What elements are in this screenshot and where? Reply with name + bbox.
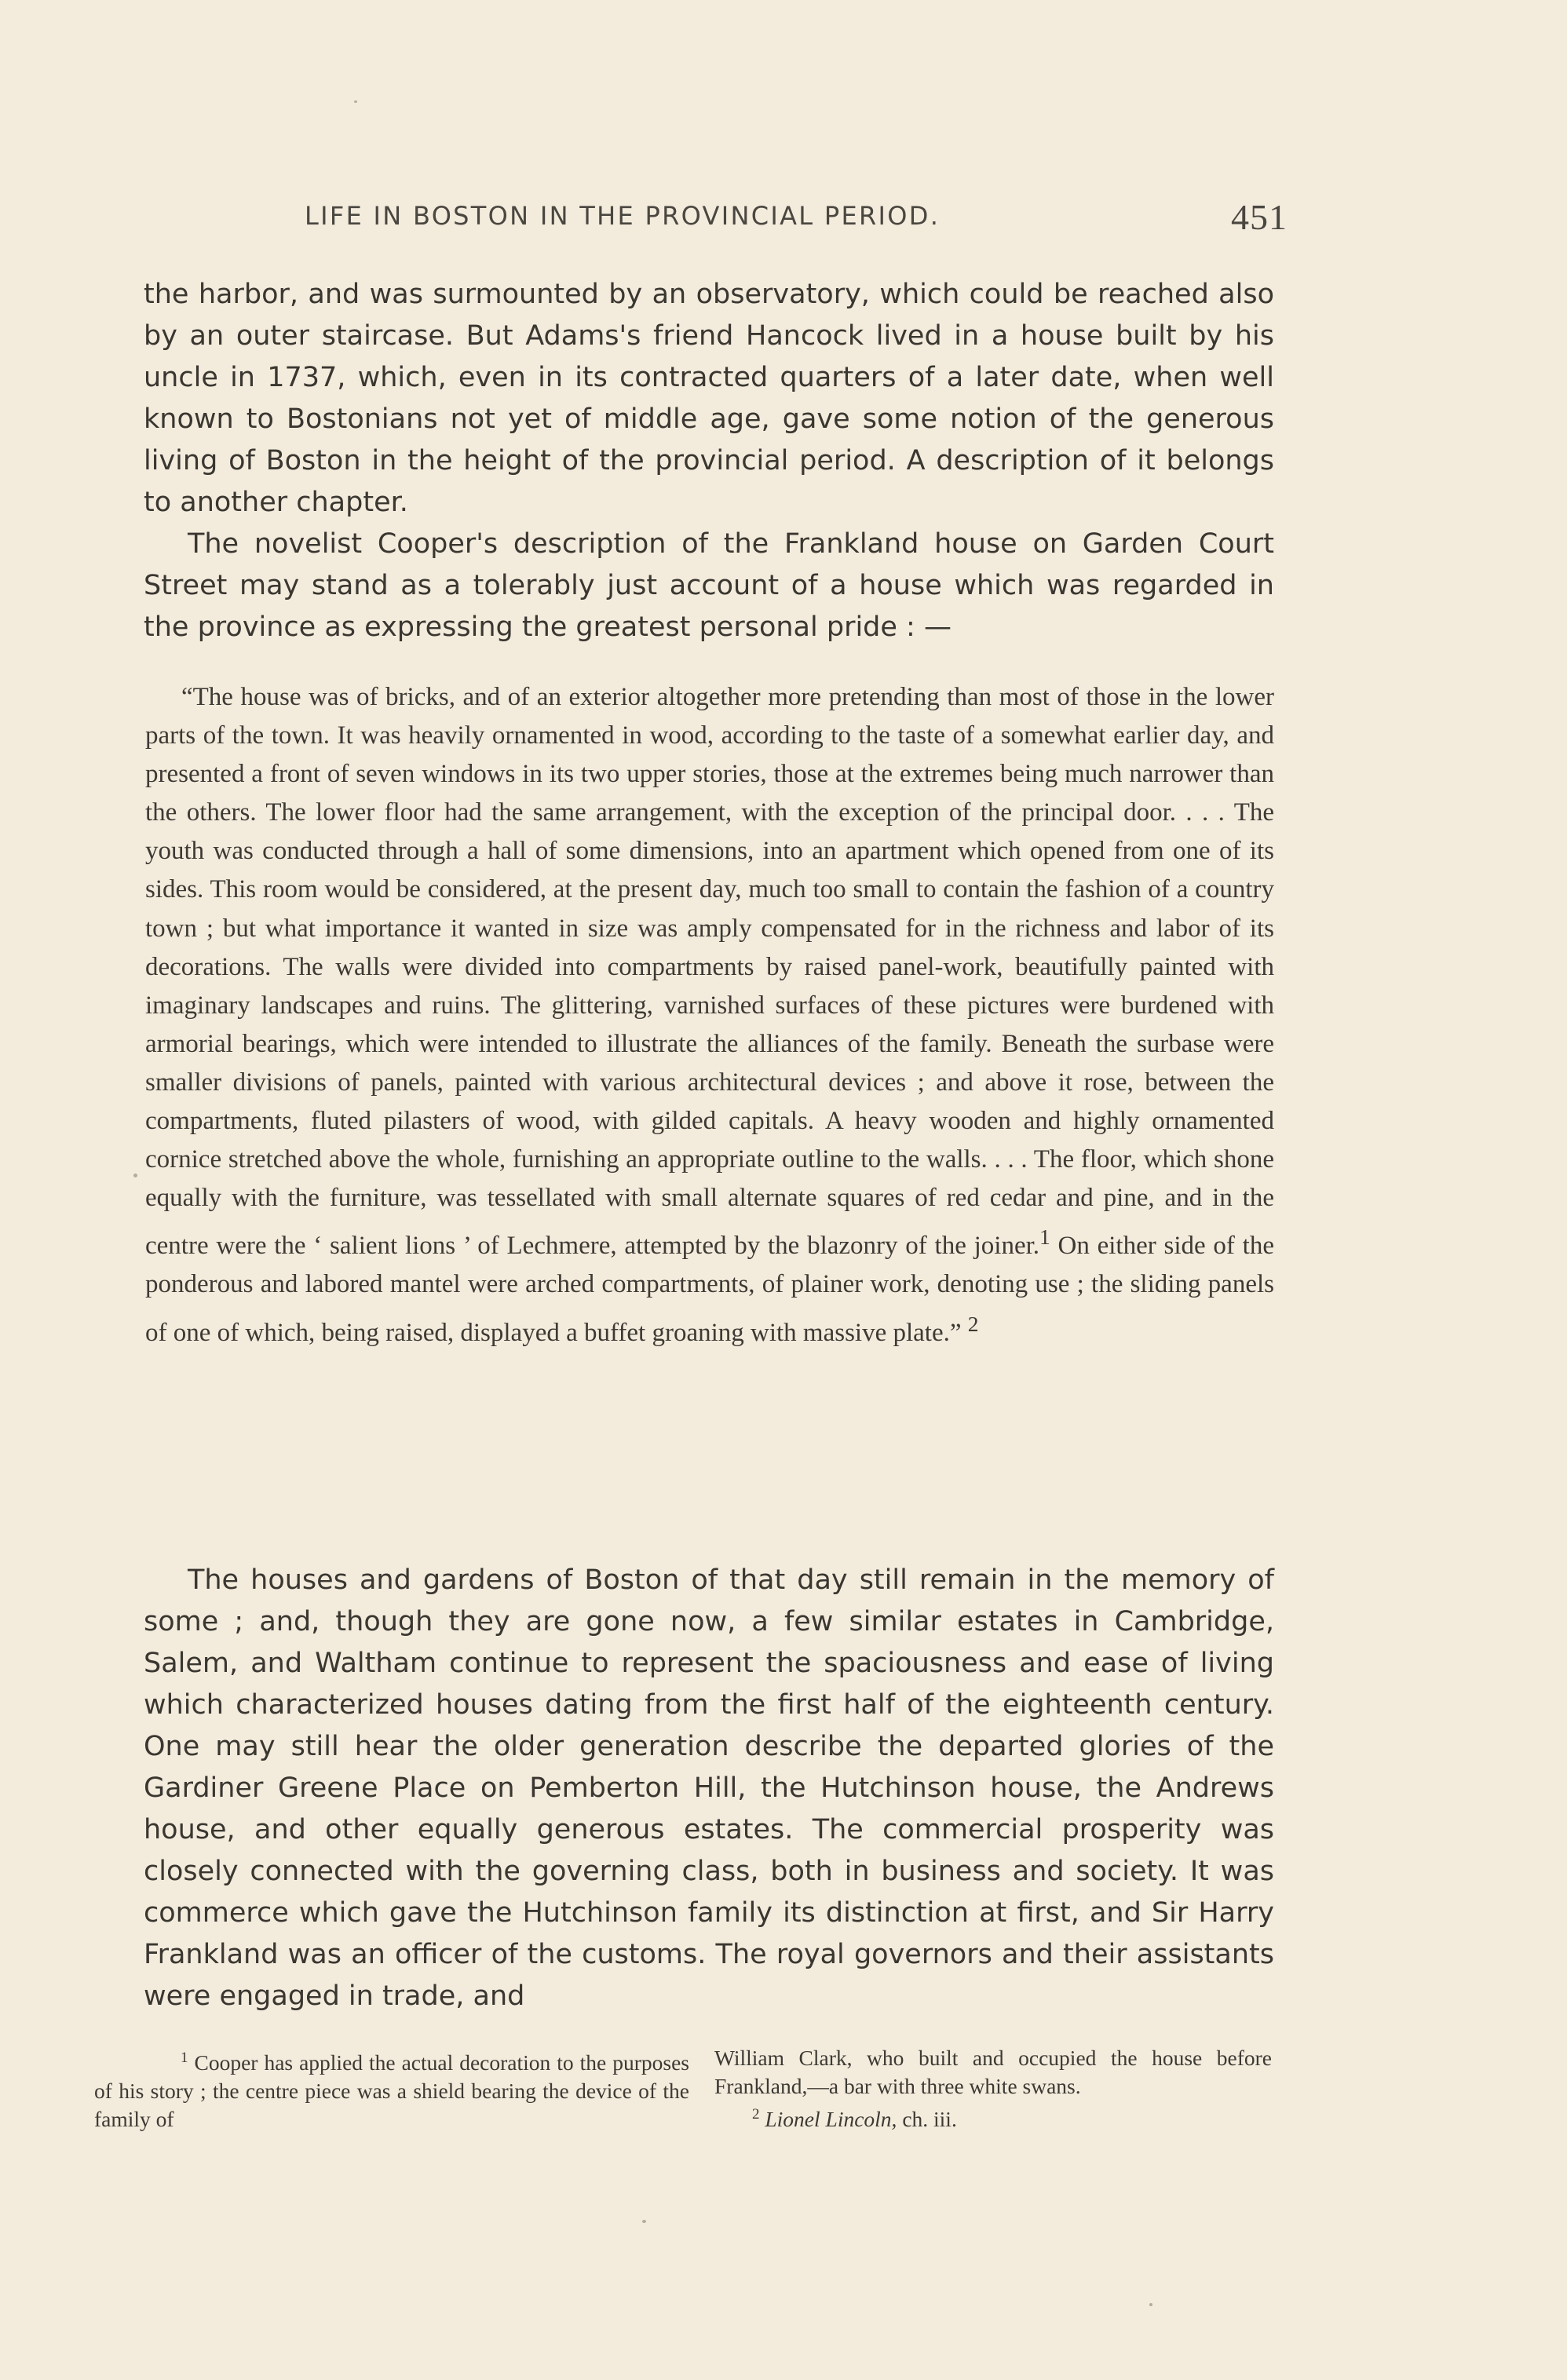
- footnote-ref-1: 1: [1039, 1225, 1050, 1250]
- paper-speck: [642, 2220, 646, 2223]
- footnote-2: [714, 2101, 1272, 2134]
- running-head: [305, 197, 1288, 239]
- footnote-ref-2: 2: [967, 1311, 979, 1336]
- footnote-1-marker: 1: [181, 2050, 188, 2066]
- body-paragraph-2: The novelist Cooper's description of the Frankland house on Garden Court Street may stand as a tolerably just account of a house which was regarded in the province as expressing the greatest personal pride : —: [144, 528, 1274, 643]
- footnote-1-continued: William Clark, who built and occupied the house before Frankland,—a bar with three white swans.: [714, 2046, 1272, 2098]
- quote-text: “The house was of bricks, and of an exterior altogether more pretending than most of those in the lower parts of the town. It was heavily ornamented in wood, according to the taste of a somewhat earlier day, and presented a front of seven windows in its two upper stories, those at the extremes being much narrower than the others. The lower floor had the same arrangement, with the exception of the principal door. . . . The youth was conducted through a hall of some dimensions, into an apartment which opened from one of its sides. This room would be considered, at the present day, much too small to contain the fashion of a country town ; but what importance it wanted in size was amply compensated for in the richness and labor of its decorations. The walls were divided into compartments by raised panel-work, beautifully painted with imaginary landscapes and ruins. The glittering, varnished surfaces of these pictures were burdened with armorial bearings, which were intended to illustrate the alliances of the family. Beneath the surbase were smaller divisions of panels, painted with various architectural devices ; and above it rose, between the compartments, fluted pilasters of wood, with gilded capitals. A heavy wooden and highly ornamented cornice stretched above the whole, furnishing an appropriate outline to the walls. . . . The floor, which shone equally with the furniture, was tessellated with small alternate squares of red cedar and pine, and in the centre were the ‘ salient lions ’ of Lechmere, attempted by the blazonry of the joiner.: [145, 683, 1274, 1261]
- footnotes-left-column: [94, 2044, 689, 2134]
- footnotes-right-column: [714, 2044, 1272, 2134]
- paper-speck: [133, 1174, 137, 1177]
- footnote-2-marker: 2: [752, 2106, 760, 2123]
- page-number: 451: [1231, 197, 1288, 237]
- paper-speck: [354, 100, 357, 103]
- running-title: LIFE IN BOSTON IN THE PROVINCIAL PERIOD.: [305, 201, 941, 231]
- block-quote: [145, 678, 1274, 1352]
- footnote-2-title: Lionel Lincoln,: [765, 2107, 897, 2132]
- paper-speck: [1149, 2303, 1152, 2306]
- body-paragraph-3: The houses and gardens of Boston of that day still remain in the memory of some ; and, though they are gone now, a few similar estates in Cambridge, Salem, and Waltham continue to represent the spaciousness and ease of living which characterized houses dating from the first half of the eighteenth century. One may still hear the older generation describe the departed glories of the Gardiner Greene Place on Pemberton Hill, the Hutchinson house, the Andrews house, and other equally generous estates. The commercial prosperity was closely connected with the governing class, both in business and society. It was commerce which gave the Hutchinson family its distinction at first, and Sir Harry Frankland was an officer of the customs. The royal governors and their assistants were engaged in trade, and: [144, 1564, 1274, 2012]
- quote-text-continued: On either side of the ponderous and labored mantel were arched compartments, of plainer work, denoting use ; the sliding panels of one of which, being raised, displayed a buffet groaning with massive plate.”: [145, 1232, 1274, 1347]
- body-paragraph-1: the harbor, and was surmounted by an observatory, which could be reached also by an outer staircase. But Adams's friend Hancock lived in a house built by his uncle in 1737, which, even in its contracted quarters of a later date, when well known to Bostonians not yet of middle age, gave some notion of the generous living of Boston in the height of the provincial period. A description of it belongs to another chapter.: [144, 279, 1274, 518]
- footnote-2-text: ch. iii.: [897, 2107, 957, 2132]
- footnote-1: [94, 2044, 689, 2134]
- footnote-1-text: Cooper has applied the actual decoration to the purposes of his story ; the centre piece was a shield bearing the device of the family of: [94, 2050, 689, 2132]
